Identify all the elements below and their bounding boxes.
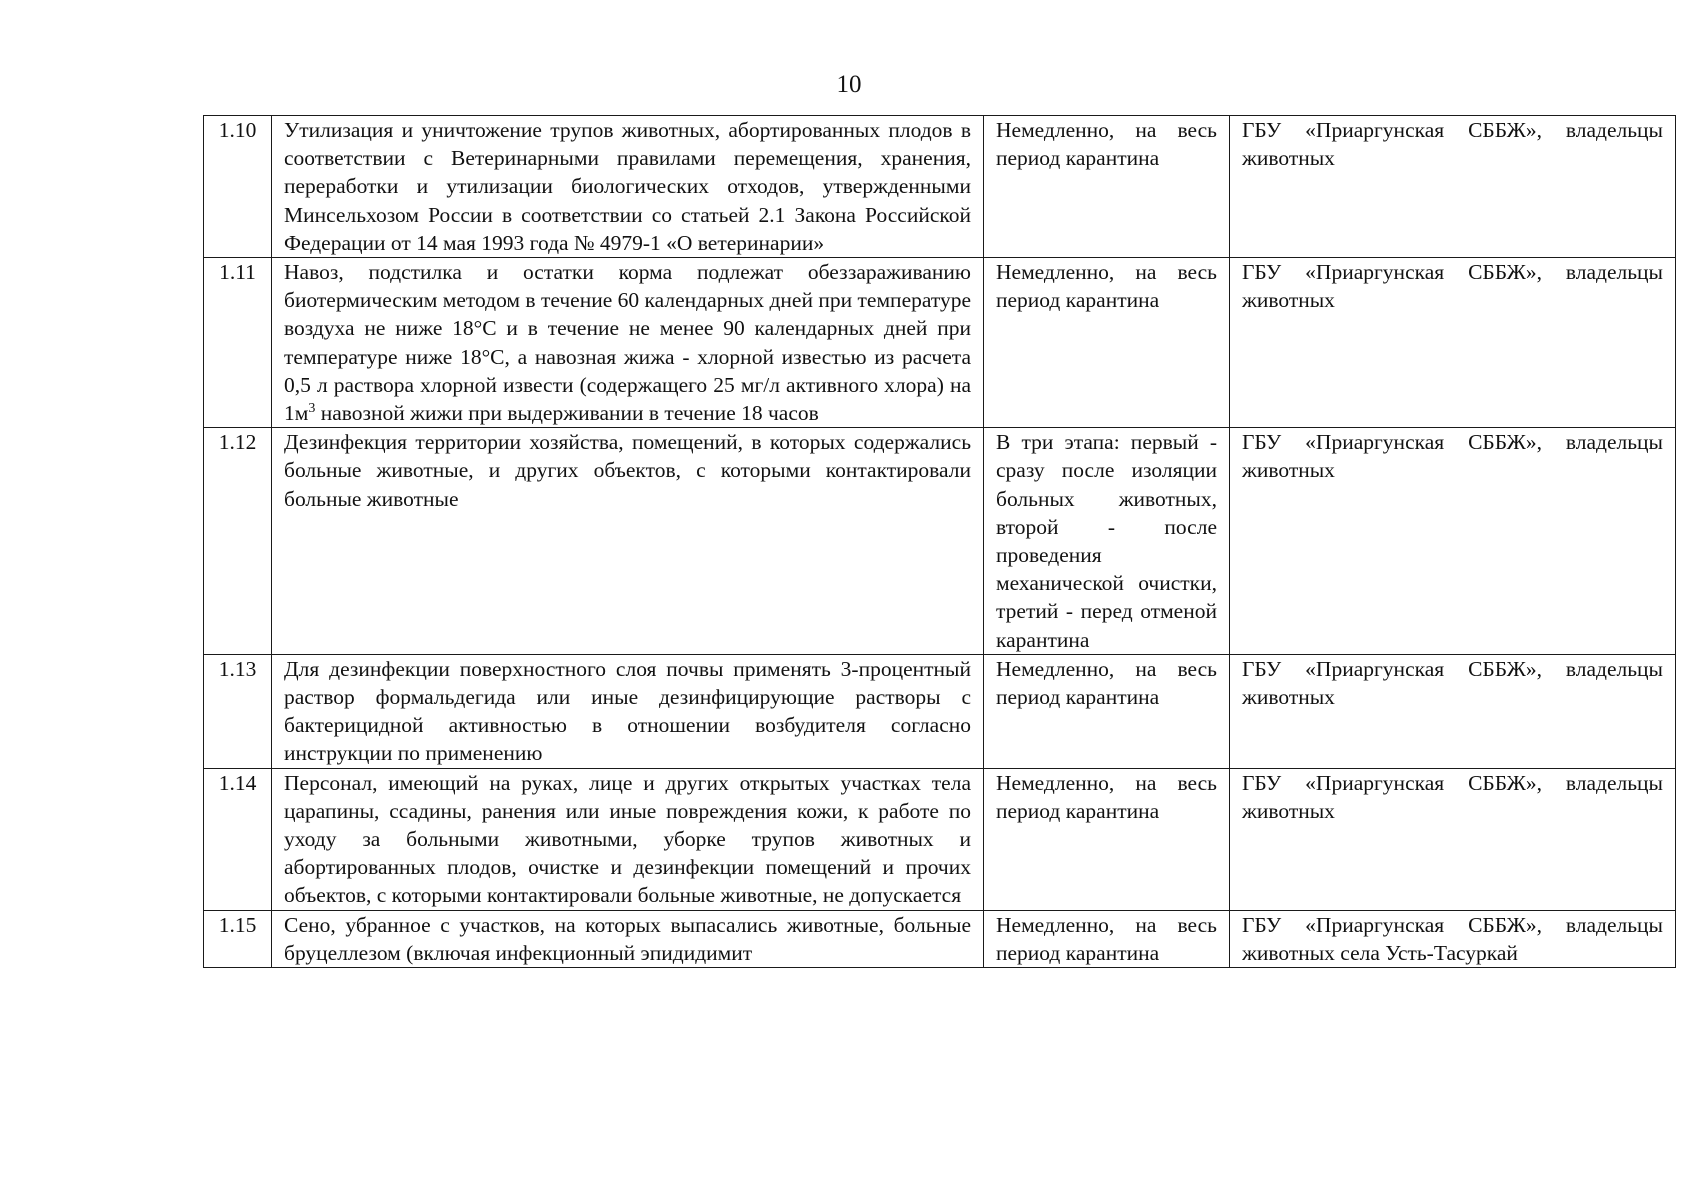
- superscript-exponent: 3: [308, 400, 316, 416]
- measure-description-text: Навоз, подстилка и остатки корма подлежат обеззараживанию биотермическим методом в течение 60 календарных дней при температуре воздуха не ниже 18°С и в течение не менее 90 календарных дней при температуре ниже 18°С, а навозная жижа - хлорной известью из расчета 0,5 л раствора хлорной извести (содержащего 25 мг/л активного хлора) на 1м: [284, 260, 971, 426]
- measure-description-text-end: навозной жижи при выдерживании в течение 18 часов: [315, 401, 819, 426]
- measure-executor: ГБУ «Приаргунская СББЖ», владельцы животных: [1230, 258, 1676, 428]
- measure-timing: Немедленно, на весь период карантина: [984, 654, 1230, 768]
- measure-description: [272, 258, 984, 428]
- measure-timing: [984, 910, 1230, 967]
- table-row: [204, 910, 1676, 967]
- row-number: 1.10: [204, 116, 272, 258]
- measure-timing: В три этапа: первый - сразу после изоляции больных животных, второй - после проведения механической очистки, третий - перед отменой карантина: [984, 428, 1230, 655]
- measure-executor: ГБУ «Приаргунская СББЖ», владельцы животных: [1230, 428, 1676, 655]
- table-row: [204, 116, 1676, 258]
- row-number: 1.13: [204, 654, 272, 768]
- measure-executor: ГБУ «Приаргунская СББЖ», владельцы животных: [1230, 768, 1676, 910]
- row-number: 1.14: [204, 768, 272, 910]
- measure-executor: [1230, 910, 1676, 967]
- table-row: [204, 258, 1676, 428]
- measure-timing: Немедленно, на весь период карантина: [984, 116, 1230, 258]
- measures-table: [203, 115, 1676, 968]
- table-row: [204, 654, 1676, 768]
- row-number: 1.12: [204, 428, 272, 655]
- table-row: [204, 428, 1676, 655]
- measure-description: Персонал, имеющий на руках, лице и других открытых участках тела царапины, ссадины, ранения или иные повреждения кожи, к работе по уходу за больными животными, уборке трупов животных и абортированных плодов, очистке и дезинфекции помещений и прочих объектов, с которыми контактировали больные животные, не допускается: [272, 768, 984, 910]
- measure-description: Для дезинфекции поверхностного слоя почвы применять 3-процентный раствор формальдегида или иные дезинфицирующие растворы с бактерицидной активностью в отношении возбудителя согласно инструкции по применению: [272, 654, 984, 768]
- measure-description: [272, 910, 984, 967]
- measure-description: Дезинфекция территории хозяйства, помещений, в которых содержались больные животные, и других объектов, с которыми контактировали больные животные: [272, 428, 984, 655]
- measure-description: Утилизация и уничтожение трупов животных, абортированных плодов в соответствии с Ветеринарными правилами перемещения, хранения, переработки и утилизации биологических отходов, утвержденными Минсельхозом России в соответствии со статьей 2.1 Закона Российской Федерации от 14 мая 1993 года № 4979-1 «О ветеринарии»: [272, 116, 984, 258]
- measure-executor: ГБУ «Приаргунская СББЖ», владельцы животных: [1230, 654, 1676, 768]
- measure-description-text: Сено, убранное с участков, на которых выпасались животные, больные бруцеллезом (включая инфекционный эпидидимит: [284, 912, 971, 965]
- measure-timing: Немедленно, на весь период карантина: [984, 258, 1230, 428]
- row-number: [204, 910, 272, 967]
- page-number: 10: [836, 71, 862, 98]
- row-number: 1.11: [204, 258, 272, 428]
- measure-executor: ГБУ «Приаргунская СББЖ», владельцы животных: [1230, 116, 1676, 258]
- measure-timing: Немедленно, на весь период карантина: [984, 768, 1230, 910]
- measure-executor-text: ГБУ «Приаргунская СББЖ», владельцы животных села Усть-Тасуркай: [1242, 912, 1663, 965]
- table-row: [204, 768, 1676, 910]
- measure-timing-text: Немедленно, на весь период карантина: [996, 912, 1217, 965]
- row-number-text: 1.15: [218, 912, 257, 937]
